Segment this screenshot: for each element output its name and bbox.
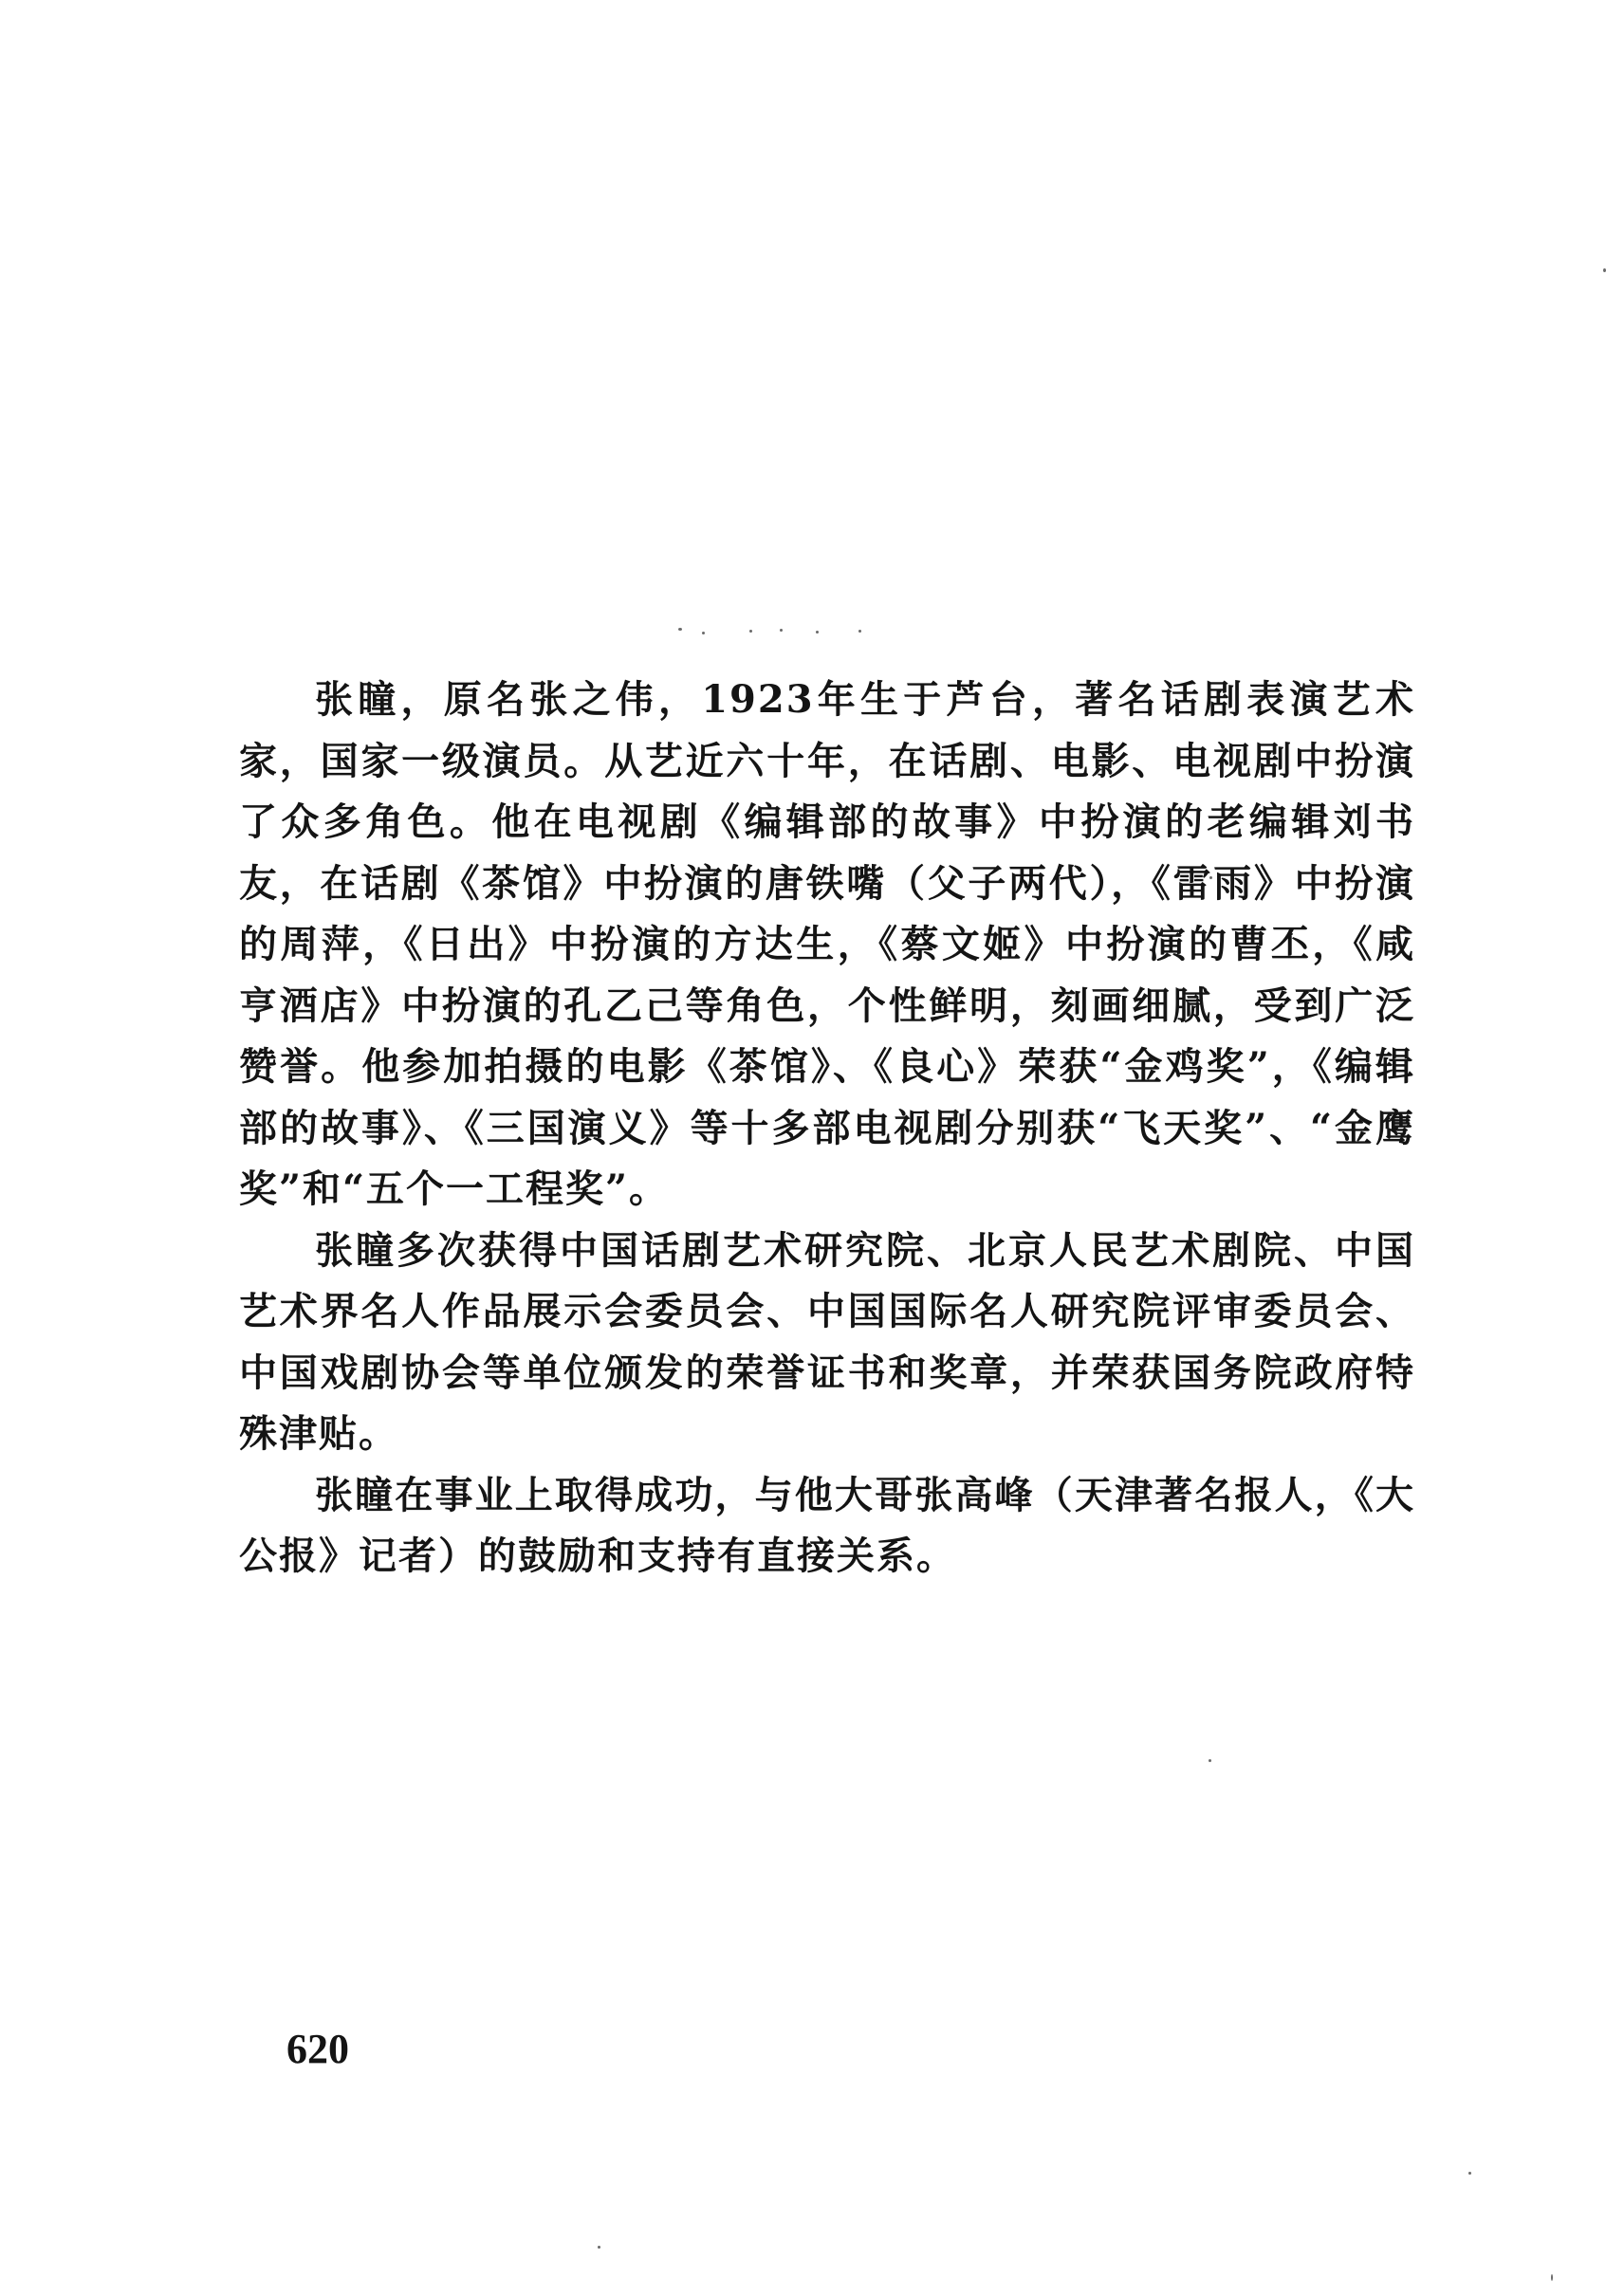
paragraph-awards: 张瞳多次获得中国话剧艺术研究院、北京人民艺术剧院、中国艺术界名人作品展示会委员会、中国国际名人研究院评审委员会、中国戏剧协会等单位颁发的荣誉证书和奖章，并荣获国务院政府特殊津贴。: [239, 1227, 1415, 1456]
scan-speck: [858, 630, 861, 633]
scan-speck: [598, 2246, 600, 2249]
scan-speck: [816, 631, 819, 634]
scan-speck: [1468, 2172, 1471, 2175]
scan-speck: [1603, 268, 1606, 272]
paragraph-biography: 张瞳，原名张之伟，1923年生于芦台，著名话剧表演艺术家，国家一级演员。从艺近六十年，在话剧、电影、电视剧中扮演了众多角色。他在电视剧《编辑部的故事》中扮演的老编辑刘书友，在话剧《茶馆》中扮演的唐铁嘴（父子两代），《雷雨》中扮演的周萍，《日出》中扮演的方达生，《蔡文姬》中扮演的曹丕，《咸亨酒店》中扮演的孔乙己等角色，个性鲜明，刻画细腻，受到广泛赞誉。他参加拍摄的电影《茶馆》、《良心》荣获“金鸡奖”，《编辑部的故事》、《三国演义》等十多部电视剧分别获“飞天奖”、“金鹰奖”和“五个一工程奖”。: [239, 677, 1415, 1211]
scan-speck: [1209, 1759, 1211, 1762]
scan-speck: [780, 629, 783, 632]
page-number: 620: [286, 2026, 349, 2072]
scan-speck: [749, 630, 752, 633]
scan-speck: [702, 632, 705, 634]
body-text: [239, 670, 1415, 1588]
scan-speck: [678, 628, 682, 631]
scan-speck: [1551, 2274, 1553, 2281]
paragraph-family: 张瞳在事业上取得成功，与他大哥张高峰（天津著名报人，《大公报》记者）的鼓励和支持有直接关系。: [239, 1472, 1415, 1578]
